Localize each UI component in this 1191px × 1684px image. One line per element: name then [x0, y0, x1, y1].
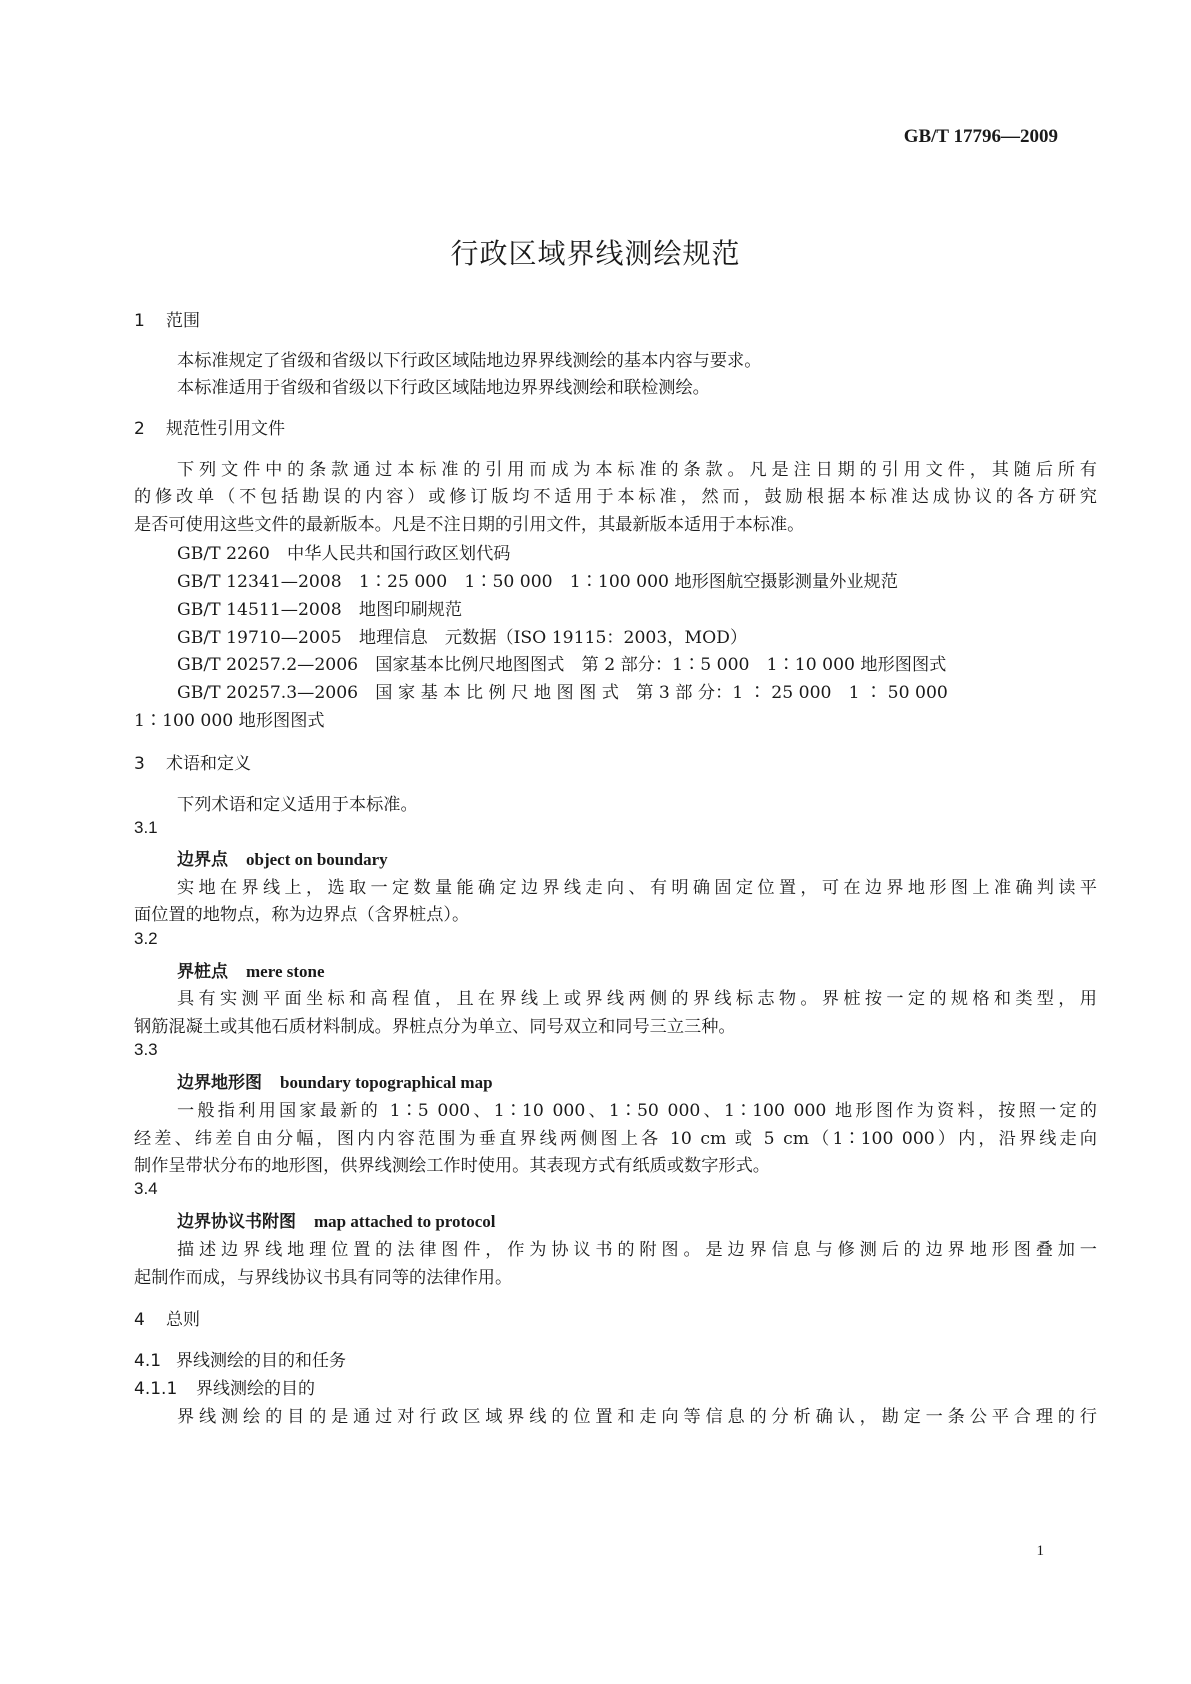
- term-zh: 界桩点: [177, 962, 228, 982]
- section-3-heading: [134, 749, 251, 774]
- paragraph-line: 的修改单（不包括勘误的内容）或修订版均不适用于本标准，然而，鼓励根据本标准达成协议的各方研究: [134, 487, 1097, 507]
- subsection-number: 4.1: [134, 1351, 162, 1371]
- paragraph-line: 下列文件中的条款通过本标准的引用而成为本标准的条款。凡是注日期的引用文件，其随后所有: [177, 460, 1097, 480]
- section-title: 总则: [166, 1310, 200, 1330]
- term-zh: 边界协议书附图: [177, 1212, 296, 1232]
- term-heading: [177, 1207, 495, 1232]
- reference-code: GB/T 14511—2008: [177, 600, 342, 620]
- term-number: 3.1: [134, 818, 158, 837]
- section-number: 1: [134, 311, 145, 331]
- term-zh: 边界地形图: [177, 1073, 262, 1093]
- term-heading: [177, 1068, 493, 1093]
- term-en: boundary topographical map: [280, 1073, 493, 1092]
- term-en: object on boundary: [246, 850, 388, 869]
- section-1-heading: [134, 306, 200, 331]
- section-number: 4: [134, 1310, 145, 1330]
- section-2-heading: [134, 414, 285, 439]
- reference-item: [177, 650, 946, 675]
- reference-code: GB/T 19710—2005: [177, 628, 342, 648]
- definition-line: 起制作而成，与界线协议书具有同等的法律作用。: [134, 1268, 513, 1288]
- definition-line: 实地在界线上，选取一定数量能确定边界线走向、有明确固定位置，可在边界地形图上准确判读平: [177, 878, 1097, 898]
- reference-item: [177, 539, 510, 564]
- reference-title: 中华人民共和国行政区划代码: [287, 544, 511, 564]
- page-number: 1: [1036, 1543, 1044, 1559]
- subsection-heading: [134, 1346, 346, 1371]
- definition-line: 经差、纬差自由分幅，图内内容范围为垂直界线两侧图上各 10 cm 或 5 cm（1∶100 000）内，沿界线走向: [134, 1129, 1097, 1149]
- definition-line: 描述边界线地理位置的法律图件，作为协议书的附图。是边界信息与修测后的边界地形图叠加一: [177, 1240, 1097, 1260]
- definition-line: 制作呈带状分布的地形图，供界线测绘工作时使用。其表现方式有纸质或数字形式。: [134, 1156, 770, 1176]
- reference-code: GB/T 20257.3—2006: [177, 683, 359, 703]
- standard-code: GB/T 17796—2009: [903, 126, 1058, 147]
- term-number: 3.2: [134, 929, 158, 948]
- subsubsection-number: 4.1.1: [134, 1379, 178, 1399]
- term-en: map attached to protocol: [314, 1212, 496, 1231]
- reference-title: 地图印刷规范: [358, 600, 463, 620]
- section-4-heading: [134, 1305, 200, 1330]
- definition-line: 具有实测平面坐标和高程值，且在界线上或界线两侧的界线标志物。界桩按一定的规格和类型，用: [177, 989, 1097, 1009]
- paragraph: 下列术语和定义适用于本标准。: [177, 795, 418, 815]
- paragraph-line: 界线测绘的目的是通过对行政区域界线的位置和走向等信息的分析确认，勘定一条公平合理的行: [177, 1407, 1097, 1427]
- section-number: 3: [134, 754, 145, 774]
- term-zh: 边界点: [177, 850, 228, 870]
- reference-code: GB/T 20257.2—2006: [177, 655, 359, 675]
- definition-line: 一般指利用国家最新的 1∶5 000、1∶10 000、1∶50 000、1∶100 000 地形图作为资料，按照一定的: [177, 1101, 1097, 1121]
- reference-item: [177, 623, 747, 648]
- section-title: 规范性引用文件: [166, 419, 285, 439]
- definition-line: 面位置的地物点，称为边界点（含界桩点）。: [134, 905, 470, 925]
- reference-item: [177, 678, 948, 703]
- reference-code: GB/T 12341—2008: [177, 572, 342, 592]
- definition-line: 钢筋混凝土或其他石质材料制成。界桩点分为单立、同号双立和同号三立三种。: [134, 1017, 736, 1037]
- reference-title: 1∶25 000 1∶50 000 1∶100 000 地形图航空摄影测量外业规范: [358, 572, 898, 592]
- paragraph-line: 是否可使用这些文件的最新版本。凡是不注日期的引用文件，其最新版本适用于本标准。: [134, 515, 805, 535]
- reference-title: 国 家 基 本 比 例 尺 地 图 图 式 第 3 部 分：1 ∶ 25 000 1 ∶ 50 000: [375, 683, 948, 703]
- reference-code: GB/T 2260: [177, 544, 270, 564]
- reference-item: [177, 595, 462, 620]
- paragraph: 本标准适用于省级和省级以下行政区域陆地边界界线测绘和联检测绘。: [177, 378, 710, 398]
- subsubsection-title: 界线测绘的目的: [196, 1379, 315, 1399]
- subsection-title: 界线测绘的目的和任务: [176, 1351, 346, 1371]
- subsubsection-heading: [134, 1374, 315, 1399]
- section-title: 范围: [166, 311, 200, 331]
- term-heading: [177, 957, 325, 982]
- term-en: mere stone: [246, 962, 325, 981]
- reference-item-continuation: 1∶100 000 地形图图式: [134, 711, 325, 731]
- section-title: 术语和定义: [166, 754, 251, 774]
- document-title: 行政区域界线测绘规范: [450, 237, 741, 270]
- paragraph: 本标准规定了省级和省级以下行政区域陆地边界界线测绘的基本内容与要求。: [177, 351, 762, 371]
- term-number: 3.3: [134, 1040, 158, 1059]
- term-number: 3.4: [134, 1179, 158, 1198]
- reference-item: [177, 567, 898, 592]
- reference-title: 国家基本比例尺地图图式 第 2 部分：1∶5 000 1∶10 000 地形图图式: [375, 655, 947, 675]
- section-number: 2: [134, 419, 145, 439]
- term-heading: [177, 845, 388, 870]
- reference-title: 地理信息 元数据（ISO 19115：2003，MOD）: [358, 628, 748, 648]
